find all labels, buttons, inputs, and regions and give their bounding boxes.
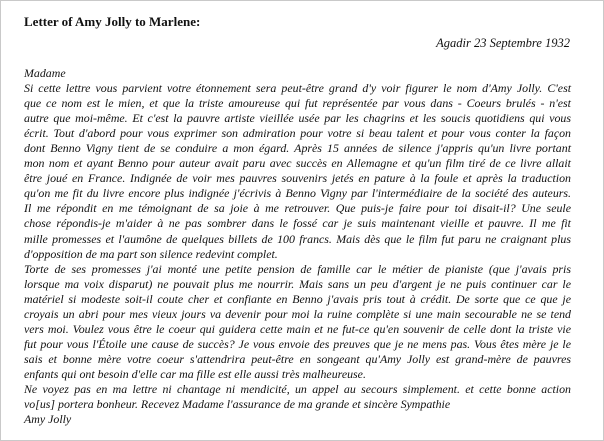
letter-line: d'opposition de ma part son silence redevint complet.: [24, 246, 278, 261]
letter-line: autre que moi-même. Et c'est la pauvre artiste vieillée usée par les chagrins et les soucis quotidiens qui vous: [24, 111, 571, 126]
letter-line: être joué en France. Indignée de voir mes pauvres souvenirs jetés en pature à la foule et après la traduction: [24, 171, 571, 186]
letter-date: Agadir 23 Septembre 1932: [436, 36, 570, 50]
letter-line: dont Benno Vigny tient de se conduire a mon égard. Après 15 années de silence j'appris qu'un livre portant: [24, 141, 571, 156]
letter-line: lorsque ma voix disparut) ne pouvait plus me nourrir. Mais sans un peu d'argent je ne puis continuer car le: [24, 276, 571, 291]
letter-line: matériel si modeste soit-il coute cher et confiante en Benno j'avais pris tout à crédit. De sorte que ce que je: [24, 291, 571, 306]
letter-line: Il me répondit en me témoignant de sa joie à me retrouver. Que puis-je faire pour toi disait-il? Une seule: [24, 201, 571, 216]
letter-line: que ce nom est le mien, et que la triste amoureuse qui fut représentée par vous dans - Coeurs brulés - n'est: [24, 96, 571, 111]
letter-line: enfants qui ont besoin d'elle car ma fille est elle aussi très malheureuse.: [24, 366, 366, 381]
letter-line: écrit. Tout d'abord pour vous exprimer son admiration pour votre si beau talent et pour vous conter la façon: [24, 126, 571, 141]
letter-line: mille promesses et l'aumône de quelques billets de 100 francs. Mais dès que le film fut paru ne craignant plus: [24, 231, 571, 246]
letter-line: Torte de ses promesses j'ai monté une petite pension de famille car le métier de pianiste (que j'avais pris: [24, 261, 571, 276]
letter-body: [24, 66, 571, 427]
letter-line: Madame: [24, 66, 66, 80]
letter-line: croyais un abri pour mes vieux jours va devenir pour moi la ruine complète si une main secourable ne se tend: [24, 306, 571, 321]
letter-line: qu'on me fit du livre encore plus indignée j'écrivis à Benno Vigny par l'intermédiaire de la société des auteurs.: [24, 186, 571, 201]
letter-line: Ne voyez pas en ma lettre ni chantage ni mendicité, un appel au secours simplement. et cette bonne action: [24, 381, 571, 396]
letter-signature: Amy Jolly: [24, 412, 72, 427]
letter-title: Letter of Amy Jolly to Marlene:: [24, 14, 201, 29]
letter-line: chose répondis-je m'aider à ne pas sombrer dans le fossé car je suis maintenant vieille et pauvre. Il me fit: [24, 216, 571, 231]
letter-line: vo[us] portera bonheur. Recevez Madame l'assurance de ma grande et sincère Sympathie: [24, 397, 451, 412]
letter-line: vers moi. Voulez vous être le coeur qui guidera cette main et ne fut-ce qu'en souvenir de celle dont la triste vie: [24, 321, 571, 336]
letter-line: fut pour vous l'Étoile une cause de succès? Je vous envoie des preuves que je ne mens pas. Vous êtes mère je le: [24, 336, 571, 351]
letter-line: Si cette lettre vous parvient votre étonnement sera peut-être grand d'y voir figurer le nom d'Amy Jolly. C'est: [24, 81, 571, 96]
letter-line: mon nom et ayant Benno pour auteur avait paru avec succès en Allemagne et qu'un film tiré de ce livre allait: [24, 156, 571, 171]
letter-line: sais et bonne mère votre coeur s'attendrira peut-être en songeant qu'Amy Jolly est grand-mère de pauvres: [24, 351, 571, 366]
